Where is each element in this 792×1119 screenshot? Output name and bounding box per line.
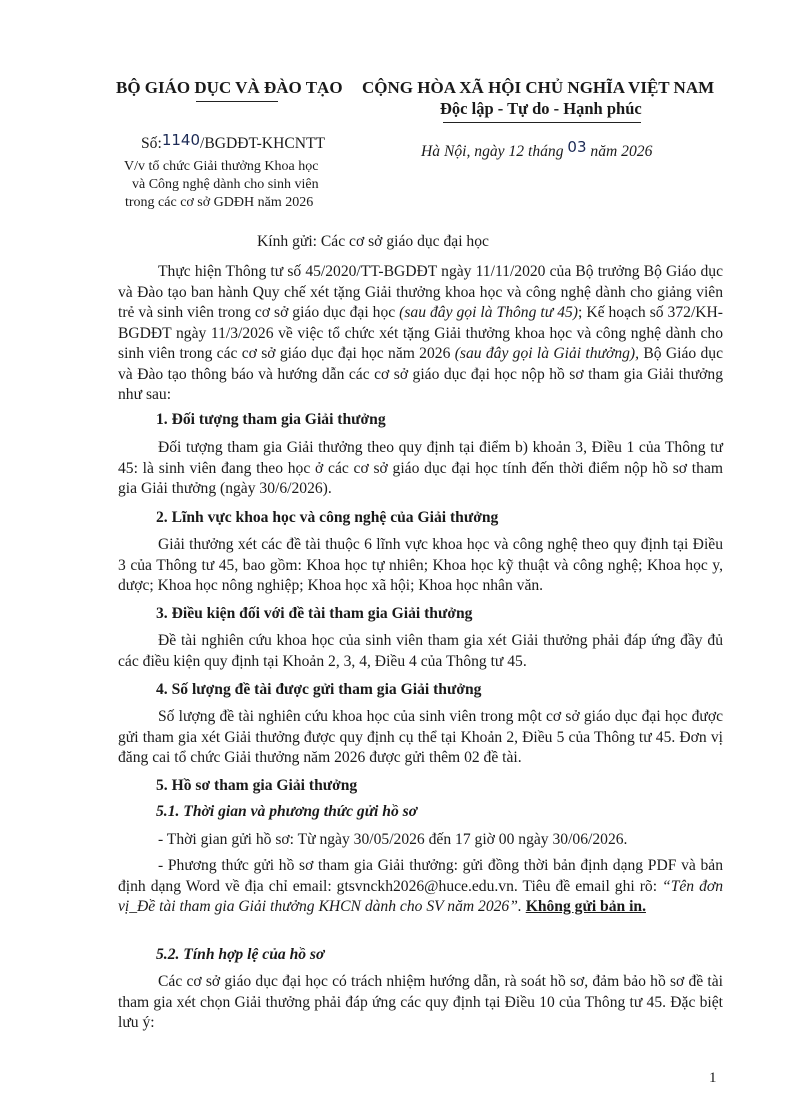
section-5-1-time: - Thời gian gửi hồ sơ: Từ ngày 30/05/2026 đến 17 giờ 00 ngày 30/06/2026.	[158, 831, 628, 848]
section-5-1-title: 5.1. Thời gian và phương thức gửi hồ sơ	[156, 803, 418, 820]
page-number: 1	[709, 1070, 717, 1086]
place-date	[421, 138, 653, 161]
motto-underline	[443, 122, 641, 123]
section-1-title: 1. Đối tượng tham gia Giải thưởng	[156, 411, 386, 428]
section-1-body: Đối tượng tham gia Giải thưởng theo quy định tại điểm b) khoản 3, Điều 1 của Thông tư 45: là sinh viên đang theo học ở các cơ sở giáo dục đại học tính đến thời điểm nộp hồ sơ tham gia Giải thưởng (ngày 30/6/2026).	[118, 439, 723, 497]
ministry-underline	[196, 101, 278, 102]
section-3-body: Đề tài nghiên cứu khoa học của sinh viên tham gia xét Giải thưởng phải đáp ứng đầy đủ các điều kiện quy định tại Khoản 2, 3, 4, Điều 4 của Thông tư 45.	[118, 632, 723, 670]
handwritten-number: 1140	[161, 131, 200, 149]
section-5-title: 5. Hồ sơ tham gia Giải thưởng	[156, 777, 358, 794]
intro-text-3: Bộ Giáo dục và Đào tạo thông báo và hướng dẫn các cơ sở giáo dục đại học nộp hồ sơ tham gia Giải thưởng như sau:	[118, 345, 723, 403]
intro-text-2: ; Kế hoạch số 372/KH-BGDĐT ngày 11/3/2026 về việc tổ chức xét tặng Giải thưởng khoa học và công nghệ dành cho sinh viên trong các cơ sở giáo dục đại học năm 2026	[118, 304, 723, 362]
intro-italic-2: (sau đây gọi là Giải thưởng),	[454, 345, 640, 362]
section-4-body: Số lượng đề tài nghiên cứu khoa học của sinh viên trong một cơ sở giáo dục đại học được gửi tham gia xét Giải thưởng được quy định cụ thể tại Khoản 2, Điều 5 của Thông tư 45. Đơn vị đăng cai tổ chức Giải thưởng năm 2026 được gửi thêm 02 đề tài.	[118, 708, 723, 766]
number-suffix: /BGDĐT-KHCNTT	[200, 135, 326, 152]
section-2-title: 2. Lĩnh vực khoa học và công nghệ của Giải thưởng	[156, 509, 499, 526]
handwritten-month: 03	[567, 138, 587, 156]
intro-text-1: Thực hiện Thông tư số 45/2020/TT-BGDĐT ngày 11/11/2020 của Bộ trưởng Bộ Giáo dục và Đào tạo ban hành Quy chế xét tặng Giải thưởng khoa học và công nghệ dành cho giảng viên trẻ và sinh viên trong cơ sở giáo dục đại học	[118, 263, 723, 321]
document-number	[141, 131, 326, 153]
subject-line-3: trong các cơ sở GDĐH năm 2026	[125, 195, 314, 210]
recipient: Kính gửi: Các cơ sở giáo dục đại học	[257, 233, 489, 250]
subject-line-1: V/v tổ chức Giải thưởng Khoa học	[124, 159, 319, 174]
method-text: - Phương thức gửi hồ sơ tham gia Giải thưởng: gửi đồng thời bản định dạng PDF và bản định dạng Word về địa chỉ email: gtsvnckh2026@huce.edu.vn. Tiêu đề email ghi rõ:	[118, 857, 723, 895]
section-5-1-method	[118, 856, 723, 918]
intro-paragraph	[118, 262, 723, 406]
section-2-body: Giải thưởng xét các đề tài thuộc 6 lĩnh vực khoa học và công nghệ theo quy định tại Điều 3 của Thông tư 45, bao gồm: Khoa học tự nhiên; Khoa học kỹ thuật và công nghệ; Khoa học y, dược; Khoa học nông nghiệp; Khoa học xã hội; Khoa học nhân văn.	[118, 536, 723, 594]
subject-line-2: và Công nghệ dành cho sinh viên	[132, 177, 319, 192]
section-5-2-title: 5.2. Tính hợp lệ của hồ sơ	[156, 946, 325, 963]
ministry-name: BỘ GIÁO DỤC VÀ ĐÀO TẠO	[116, 78, 343, 97]
number-prefix: Số:	[141, 135, 162, 152]
email-subject-format: “Tên đơn vị_Đề tài tham gia Giải thưởng KHCN dành cho SV năm 2026”.	[118, 877, 723, 915]
place-date-prefix: Hà Nội, ngày 12 tháng	[421, 143, 564, 160]
intro-italic-1: (sau đây gọi là Thông tư 45)	[399, 304, 578, 321]
motto: Độc lập - Tự do - Hạnh phúc	[440, 99, 642, 118]
republic-title: CỘNG HÒA XÃ HỘI CHỦ NGHĨA VIỆT NAM	[362, 78, 715, 97]
section-5-2-body: Các cơ sở giáo dục đại học có trách nhiệm hướng dẫn, rà soát hồ sơ, đảm bảo hồ sơ đề tài tham gia xét chọn Giải thưởng phải đáp ứng các quy định tại Điều 10 của Thông tư 45. Đặc biệt lưu ý:	[118, 973, 723, 1031]
section-4-title: 4. Số lượng đề tài được gửi tham gia Giải thưởng	[156, 681, 482, 698]
section-3-title: 3. Điều kiện đối với đề tài tham gia Giải thưởng	[156, 605, 473, 622]
no-print-notice: Không gửi bản in.	[525, 898, 646, 915]
year-text: năm 2026	[590, 143, 653, 160]
